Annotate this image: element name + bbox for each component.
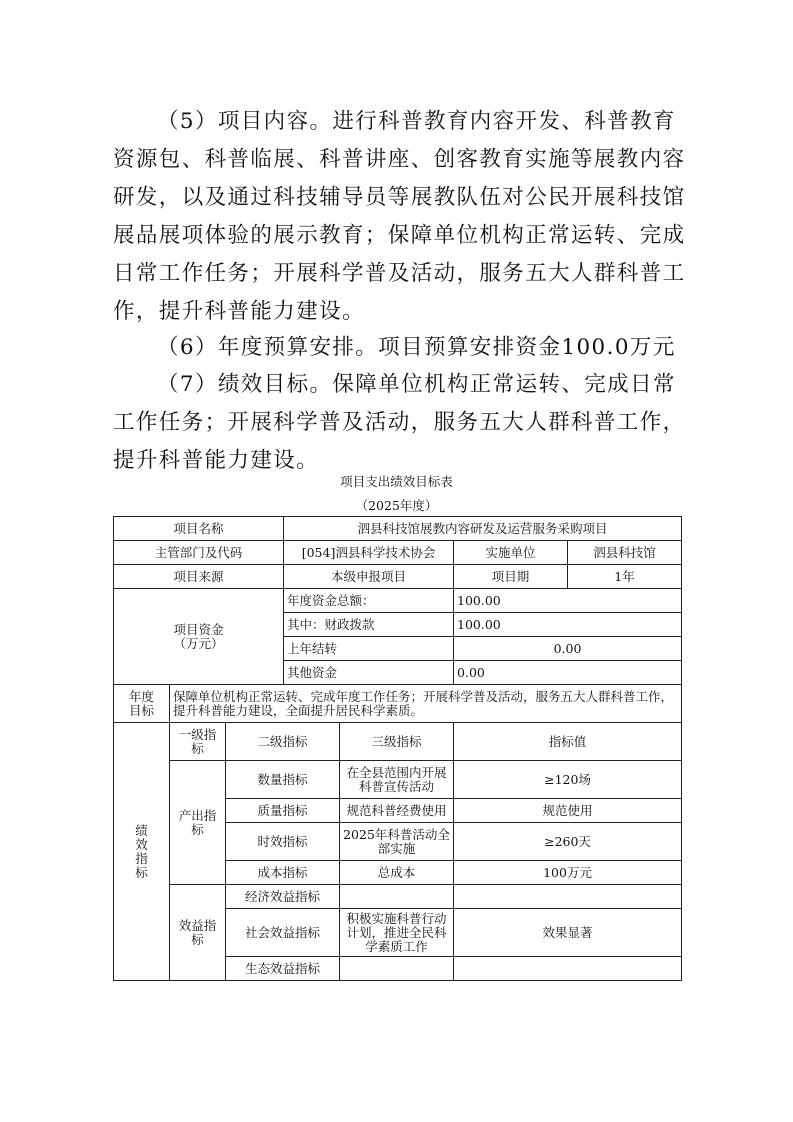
table-row xyxy=(114,541,682,565)
fund-lastyear-label: 上年结转 xyxy=(284,637,454,661)
level3-cell: 规范科普经费使用 xyxy=(340,799,454,823)
fund-total-label: 年度资金总额： xyxy=(284,589,454,613)
value-cell: 100万元 xyxy=(454,861,682,885)
table-row xyxy=(114,517,682,541)
output-indicator-group: 产出指标 xyxy=(170,761,226,885)
benefit-indicator-group: 效益指标 xyxy=(170,885,226,981)
fund-lastyear-value: 0.00 xyxy=(454,637,682,661)
level2-cell: 经济效益指标 xyxy=(226,885,340,909)
table-title: 项目支出绩效目标表 xyxy=(340,474,453,489)
level3-cell xyxy=(340,885,454,909)
project-name-value: 泗县科技馆展教内容研发及运营服务采购项目 xyxy=(284,517,682,541)
annual-goal-label xyxy=(114,685,170,723)
level2-cell: 数量指标 xyxy=(226,761,340,799)
level3-cell: 在全县范围内开展科普宣传活动 xyxy=(340,761,454,799)
value-cell: ≥260天 xyxy=(454,823,682,861)
col-header-value: 指标值 xyxy=(454,723,682,761)
level2-cell: 时效指标 xyxy=(226,823,340,861)
table-year: （2025年度） xyxy=(355,498,438,513)
level2-cell: 生态效益指标 xyxy=(226,957,340,981)
value-cell xyxy=(454,957,682,981)
perf-label-char: 标 xyxy=(135,864,148,880)
dept-value: [054]泗县科学技术协会 xyxy=(284,541,454,565)
level2-cell: 成本指标 xyxy=(226,861,340,885)
dept-label: 主管部门及代码 xyxy=(114,541,284,565)
annual-goal-value: 保障单位机构正常运转、完成年度工作任务；开展科学普及活动，服务五大人群科普工作，提升科普能力建设，全面提升居民科学素质。 xyxy=(170,685,682,723)
table-row xyxy=(114,885,682,909)
fund-total-value: 100.00 xyxy=(454,589,682,613)
paragraph-annual-budget: （6）年度预算安排。项目预算安排资金100.0万元 xyxy=(157,335,676,360)
level3-cell: 2025年科普活动全部实施 xyxy=(340,823,454,861)
annual-goal-label-line1: 年度 xyxy=(128,688,154,704)
level3-cell: 积极实施科普行动计划，推进全民科学素质工作 xyxy=(340,909,454,957)
project-name-label: 项目名称 xyxy=(114,517,284,541)
table-row xyxy=(114,565,682,589)
fund-other-label: 其他资金 xyxy=(284,661,454,685)
funds-label: 项目资金 xyxy=(173,621,224,637)
paragraph-performance-goal: （7）绩效目标。保障单位机构正常运转、完成日常工作任务；开展科学普及活动，服务五大人群科普工作，提升科普能力建设。 xyxy=(113,372,686,473)
period-label: 项目期 xyxy=(454,565,568,589)
fund-fiscal-value: 100.00 xyxy=(454,613,682,637)
level2-cell: 质量指标 xyxy=(226,799,340,823)
col-header-level2: 二级指标 xyxy=(226,723,340,761)
table-row xyxy=(114,685,682,723)
col-header-level3: 三级指标 xyxy=(340,723,454,761)
perf-label-char: 指 xyxy=(135,850,148,866)
performance-target-table xyxy=(113,516,682,981)
impl-value: 泗县科技馆 xyxy=(568,541,682,565)
funds-label-cell xyxy=(114,589,284,685)
value-cell: 效果显著 xyxy=(454,909,682,957)
table-row xyxy=(114,723,682,761)
col-header-level1: 一级指标 xyxy=(170,723,226,761)
source-value: 本级申报项目 xyxy=(284,565,454,589)
perf-label-char: 效 xyxy=(135,836,148,852)
table-row xyxy=(114,589,682,613)
table-row xyxy=(114,761,682,799)
level3-cell: 总成本 xyxy=(340,861,454,885)
paragraph-project-content: （5）项目内容。进行科普教育内容开发、科普教育资源包、科普临展、科普讲座、创客教育实施等展教内容研发，以及通过科技辅导员等展教队伍对公民开展科技馆展品展项体验的展示教育；保障单位机构正常运转、完成日常工作任务；开展科学普及活动，服务五大人群科普工作，提升科普能力建设。 xyxy=(113,109,686,324)
period-value: 1年 xyxy=(568,565,682,589)
fund-other-value: 0.00 xyxy=(454,661,682,685)
source-label: 项目来源 xyxy=(114,565,284,589)
level3-cell xyxy=(340,957,454,981)
fund-fiscal-label: 其中：财政拨款 xyxy=(284,613,454,637)
value-cell: ≥120场 xyxy=(454,761,682,799)
funds-unit: （万元） xyxy=(173,635,224,651)
value-cell: 规范使用 xyxy=(454,799,682,823)
annual-goal-label-line2: 目标 xyxy=(128,702,154,718)
level2-cell: 社会效益指标 xyxy=(226,909,340,957)
impl-label: 实施单位 xyxy=(454,541,568,565)
perf-label-char: 绩 xyxy=(135,822,148,838)
value-cell xyxy=(454,885,682,909)
perf-indicator-label xyxy=(114,723,170,981)
